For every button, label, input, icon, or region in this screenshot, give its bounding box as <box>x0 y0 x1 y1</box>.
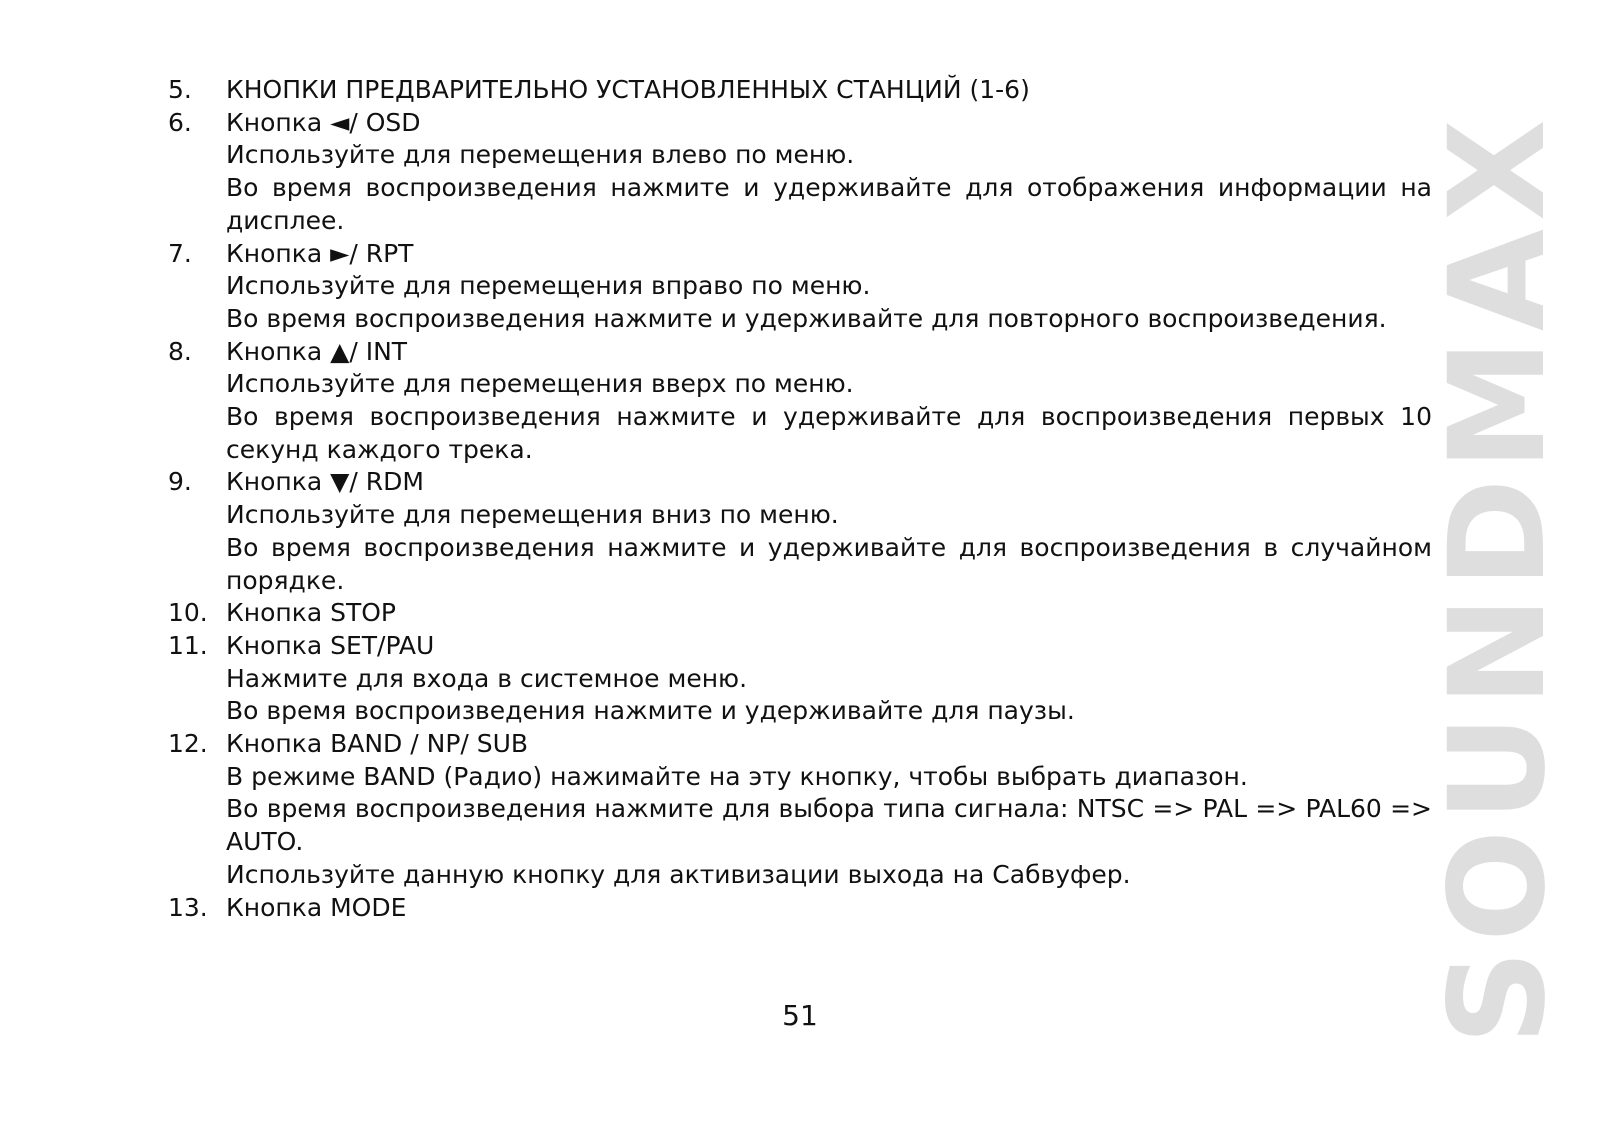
item-description: Используйте для перемещения влево по меню. <box>226 140 855 170</box>
item-title: Кнопка BAND / NP/ SUB <box>226 729 529 759</box>
list-item <box>168 466 1432 597</box>
item-title: Кнопка ◄/ OSD <box>226 107 421 137</box>
list-item <box>168 597 1432 630</box>
item-number: 11. <box>168 630 208 660</box>
list-item <box>168 238 1432 336</box>
item-number: 9. <box>168 467 192 497</box>
item-number: 5. <box>168 75 192 104</box>
instruction-list <box>168 74 1432 924</box>
item-number: 6. <box>168 107 192 137</box>
item-description: Во время воспроизведения нажмите и удерживайте для повторного воспроизведения. <box>226 303 1387 333</box>
item-description: Используйте для перемещения вправо по меню. <box>226 271 871 301</box>
item-heading <box>168 630 1432 663</box>
item-title: Кнопка ▲/ INT <box>226 336 408 366</box>
item-heading <box>168 74 1432 107</box>
item-heading <box>168 336 1432 369</box>
item-number: 7. <box>168 238 192 268</box>
item-title: Кнопка MODE <box>226 892 407 922</box>
item-number: 10. <box>168 598 208 628</box>
item-description: Во время воспроизведения нажмите и удерживайте для отображения информации на дисплее. <box>226 173 1432 235</box>
item-title: Кнопка SET/PAU <box>226 630 435 660</box>
item-description: Нажмите для входа в системное меню. <box>226 663 748 693</box>
list-item <box>168 630 1432 728</box>
item-heading <box>168 107 1432 140</box>
item-heading <box>168 728 1432 761</box>
list-item <box>168 336 1432 467</box>
page-number: 51 <box>782 999 818 1032</box>
soundmax-watermark-logo: SOUNDMAX <box>1421 111 1575 1045</box>
item-description: Используйте для перемещения вниз по меню. <box>226 500 839 530</box>
item-heading <box>168 597 1432 630</box>
item-description: Используйте для перемещения вверх по меню. <box>226 369 854 399</box>
item-title: Кнопка ►/ RPT <box>226 238 414 268</box>
item-description: В режиме BAND (Радио) нажимайте на эту кнопку, чтобы выбрать диапазон. <box>226 761 1248 791</box>
item-description: Используйте данную кнопку для активизации выхода на Сабвуфер. <box>226 859 1131 889</box>
item-number: 12. <box>168 729 208 759</box>
item-title: КНОПКИ ПРЕДВАРИТЕЛЬНО УСТАНОВЛЕННЫХ СТАНЦИЙ (1-6) <box>226 75 1030 104</box>
list-item <box>168 74 1432 107</box>
item-title: Кнопка ▼/ RDM <box>226 467 424 497</box>
list-item <box>168 892 1432 925</box>
list-item <box>168 107 1432 238</box>
item-description: Во время воспроизведения нажмите и удерживайте для воспроизведения в случайном порядке. <box>226 532 1432 595</box>
item-heading <box>168 892 1432 925</box>
item-number: 13. <box>168 892 208 922</box>
item-heading <box>168 466 1432 499</box>
item-description: Во время воспроизведения нажмите и удерживайте для воспроизведения первых 10 секунд каждого трека. <box>226 402 1432 464</box>
item-description: Во время воспроизведения нажмите и удерживайте для паузы. <box>226 696 1075 726</box>
item-heading <box>168 238 1432 271</box>
item-number: 8. <box>168 336 192 366</box>
item-title: Кнопка STOP <box>226 598 396 628</box>
list-item <box>168 728 1432 892</box>
item-description: Во время воспроизведения нажмите для выбора типа сигнала: NTSC => PAL => PAL60 => AUTO. <box>226 794 1432 857</box>
